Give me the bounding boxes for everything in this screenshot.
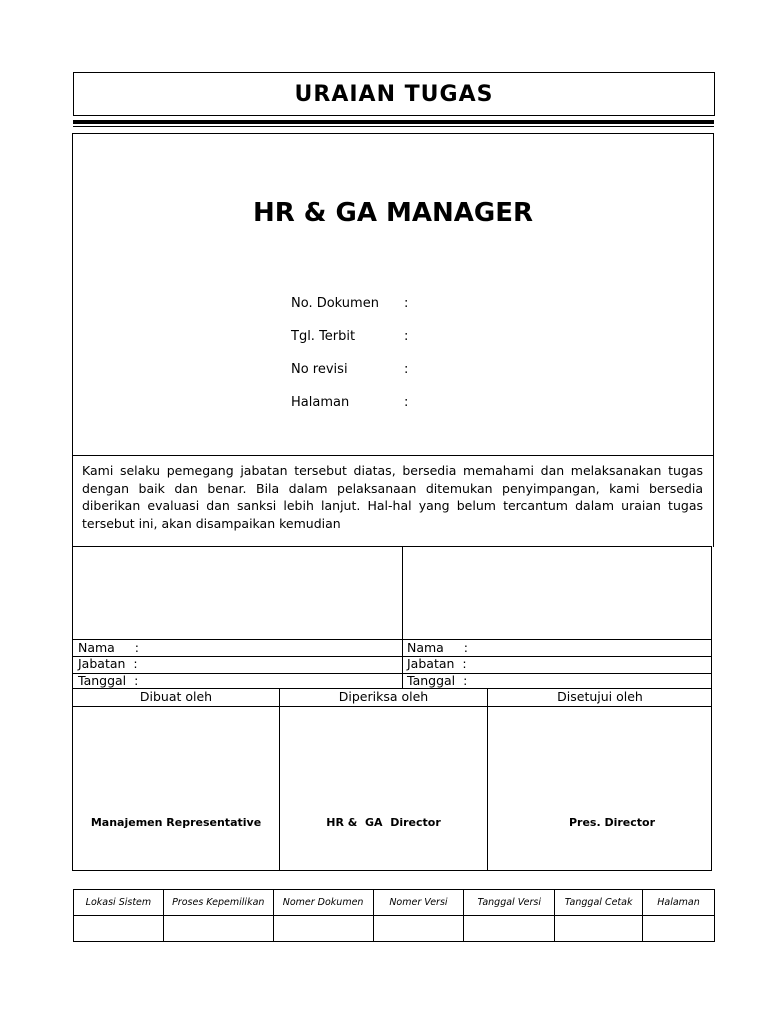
row-line <box>73 656 712 657</box>
value-document-number <box>273 916 373 942</box>
meta-colon: : <box>404 362 409 377</box>
checked-by-signer: HR & GA Director <box>326 816 441 829</box>
value-print-date <box>555 916 643 942</box>
value-ownership-process <box>163 916 273 942</box>
meta-label-issue-date: Tgl. Terbit <box>291 329 356 344</box>
value-page <box>643 916 715 942</box>
meta-label-page: Halaman <box>291 395 350 410</box>
approval-divider <box>279 688 280 871</box>
header-page: Halaman <box>643 890 715 916</box>
statement-text: Kami selaku pemegang jabatan tersebut diatas, bersedia memahami dan melaksanakan tugas dengan baik dan benar. Bila dalam pelaksanaan ditemukan penyimpangan, kami bersedia diberikan evaluasi dan sanksi lebih lanjut. Hal-hal yang belum tercantum dalam uraian tugas tersebut ini, akan disampaikan kemudian <box>82 463 703 531</box>
value-system-location <box>74 916 164 942</box>
header-version-number: Nomer Versi <box>373 890 464 916</box>
meta-colon: : <box>404 296 409 311</box>
meta-colon: : <box>404 395 409 410</box>
approved-by-signer: Pres. Director <box>568 816 656 829</box>
made-by-signer: Manajemen Representative <box>90 816 262 829</box>
job-title: HR & GA MANAGER <box>252 198 534 228</box>
holder-signature-box <box>72 546 712 689</box>
header-version-date: Tanggal Versi <box>464 890 555 916</box>
checked-by-heading: Diperiksa oleh <box>338 689 429 704</box>
value-version-date <box>464 916 555 942</box>
row-line <box>73 673 712 674</box>
document-title: URAIAN TUGAS <box>294 81 494 107</box>
made-by-heading: Dibuat oleh <box>139 689 213 704</box>
approval-box <box>72 688 712 871</box>
header-document-number: Nomer Dokumen <box>273 890 373 916</box>
table-header-row <box>74 890 715 916</box>
header-print-date: Tanggal Cetak <box>555 890 643 916</box>
statement-divider <box>73 455 714 456</box>
holder-divider <box>402 546 403 689</box>
header-rule-thin <box>73 126 714 127</box>
header-system-location: Lokasi Sistem <box>74 890 164 916</box>
document-control-table <box>73 889 715 942</box>
row-line <box>73 639 712 640</box>
document-header <box>73 72 715 116</box>
right-holder-name: Nama : <box>407 640 468 655</box>
left-holder-date: Tanggal : <box>78 673 139 688</box>
meta-colon: : <box>404 329 409 344</box>
right-holder-date: Tanggal : <box>407 673 468 688</box>
meta-label-revision: No revisi <box>291 362 348 377</box>
right-holder-position: Jabatan : <box>407 656 467 671</box>
meta-label-document-number: No. Dokumen <box>291 296 379 311</box>
approved-by-heading: Disetujui oleh <box>557 689 643 704</box>
approval-header-line <box>73 706 712 707</box>
header-rule-thick <box>73 120 714 124</box>
value-version-number <box>373 916 464 942</box>
header-ownership-process: Proses Kepemilikan <box>163 890 273 916</box>
left-holder-position: Jabatan : <box>78 656 138 671</box>
left-holder-name: Nama : <box>78 640 139 655</box>
table-row <box>74 916 715 942</box>
approval-divider <box>487 688 488 871</box>
